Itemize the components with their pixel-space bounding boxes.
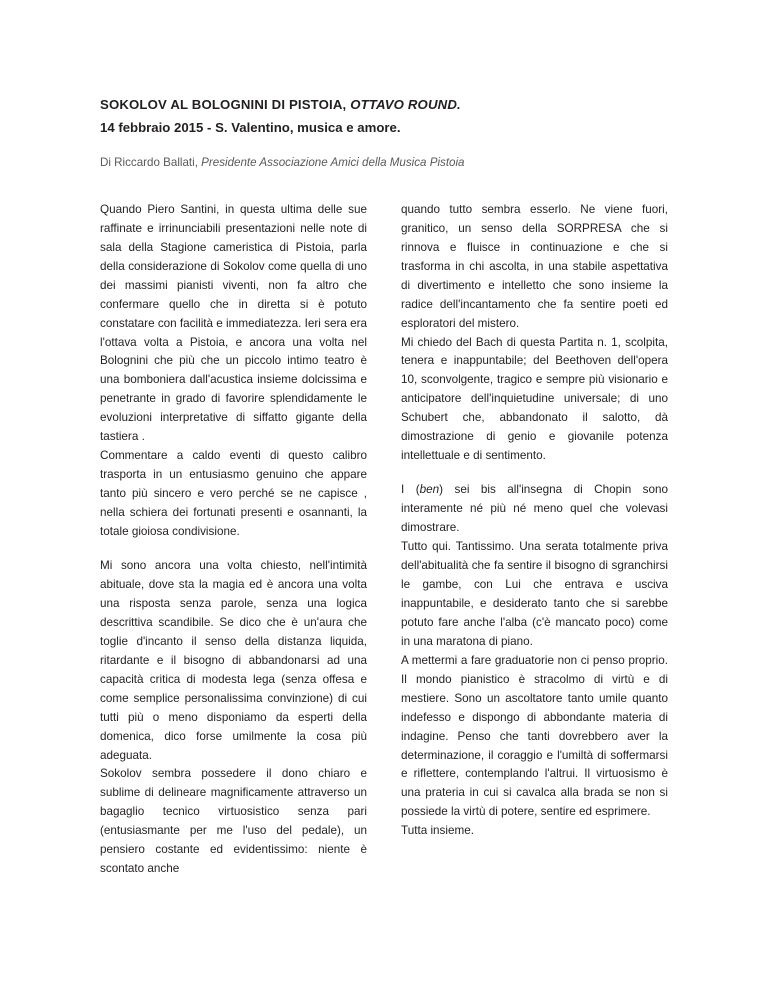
article-columns: [100, 201, 668, 879]
paragraph: Tutto qui. Tantissimo. Una serata totalmente priva dell'abitualità che fa sentire il bisogno di sgranchirsi le gambe, con Lui che entrava e usciva inappuntabile, e desiderato tanto che si sarebbe potuto fare anche l'alba (c'è mancato poco) come in una maratona di piano.: [401, 540, 668, 648]
byline: [100, 155, 668, 171]
paragraph: Sokolov sembra possedere il dono chiaro e sublime di delineare magnificamente attraverso un bagaglio tecnico virtuosistico senza pari (entusiasmante per me l'uso del pedale), un pensiero costante ed evidentissimo: niente è scontato anche: [100, 767, 367, 876]
paragraph: Tutta insieme.: [401, 824, 474, 838]
paragraph: I (ben) sei bis all'insegna di Chopin sono interamente né più né meno quel che volevasi dimostrare.: [401, 483, 668, 535]
page-title: [100, 96, 668, 114]
paragraph: Quando Piero Santini, in questa ultima delle sue raffinate e irrinunciabili presentazioni nelle note di sala della Stagione cameristica di Pistoia, parla della considerazione di Sokolov come quella di uno dei massimi pianisti viventi, non fa altro che confermare quello che in diretta si è potuto constatare con facilità e immediatezza. Ieri sera era l'ottava volta a Pistoia, e ancora una volta nel Bolognini che più che un piccolo intimo teatro è una bomboniera dall'acustica insieme dolcissima e penetrante in grado di favorire splendidamente le evoluzioni interpretative di siffatto gigante della tastiera .: [100, 202, 367, 444]
left-column: [100, 201, 367, 879]
byline-author: Di Riccardo Ballati,: [100, 155, 198, 169]
page-title-main: SOKOLOV AL BOLOGNINI DI PISTOIA,: [100, 97, 347, 112]
paragraph: quando tutto sembra esserlo. Ne viene fuori, granitico, un senso della SORPRESA che si rinnova e fluisce in continuazione e che si trasforma in chi ascolta, in una stabile aspettativa di divertimento e intelletto che sono insieme la radice dell'incantamento che fa sentire poeti ed esploratori del mistero.: [401, 202, 668, 330]
paragraph: Commentare a caldo eventi di questo calibro trasporta in un entusiasmo genuino che appare tanto più sincero e vero perché se ne capisce , nella schiera dei fortunati presenti e osannanti, la totale gioiosa condivisione.: [100, 449, 367, 539]
right-column: [401, 201, 668, 841]
paragraph: Mi chiedo del Bach di questa Partita n. 1, scolpita, tenera e inappuntabile; del Beethoven dell'opera 10, sconvolgente, tragico e sempre più visionario e anticipatore dell'inquietudine universale; di uno Schubert che, abbandonato il salotto, dà dimostrazione di genio e giovanile potenza intellettuale e di sentimento.: [401, 335, 668, 463]
paragraph: Mi sono ancora una volta chiesto, nell'intimità abituale, dove sta la magia ed è ancora una volta una risposta senza parole, senza una logica descrittiva scandibile. Se dico che è un'aura che toglie d'incanto il senso della distanza liquida, ritardante e il bisogno di abbandonarsi ad una capacità critica di modesta lega (senza offesa e come semplice personalissima convinzione) di cui tutti più o meno disponiamo da esperti della domenica, dico forse umilmente la cosa più adeguata.: [100, 559, 367, 762]
page-subtitle: 14 febbraio 2015 - S. Valentino, musica e amore.: [100, 119, 401, 135]
paragraph: A mettermi a fare graduatorie non ci penso proprio. Il mondo pianistico è stracolmo di virtù e di mestiere. Sono un ascoltatore tanto umile quanto indefesso e dispongo di abbondante materia di indagine. Penso che tanti dovrebbero aver la determinazione, il coraggio e l'umiltà di soffermarsi e riflettere, contemplando l'altrui. Il virtuosismo è una prateria in cui si cavalca alla brada se non si possiede la virtù di potere, sentire ed esprimere.: [401, 653, 668, 819]
byline-role: Presidente Associazione Amici della Musica Pistoia: [201, 155, 465, 169]
page-title-italic: OTTAVO ROUND.: [350, 97, 461, 112]
